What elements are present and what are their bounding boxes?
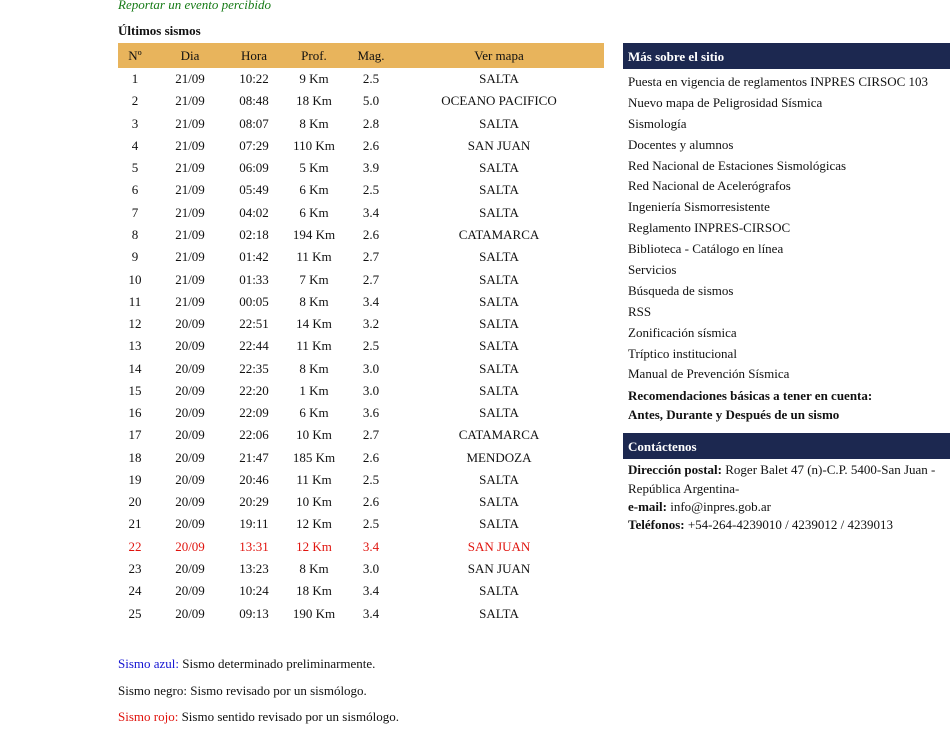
phone-line xyxy=(628,516,950,534)
table-body xyxy=(118,68,604,625)
table-row xyxy=(118,469,604,491)
legend-blue-text: Sismo determinado preliminarmente. xyxy=(182,656,376,671)
email-label: e-mail: xyxy=(628,498,667,514)
row-time: 13:23 xyxy=(239,560,269,576)
row-magnitude: 2.7 xyxy=(362,271,380,287)
row-time: 22:51 xyxy=(239,316,269,332)
row-map-link[interactable]: SALTA xyxy=(479,605,519,621)
row-magnitude: 2.6 xyxy=(362,494,380,510)
row-day: 21/09 xyxy=(175,71,205,87)
row-time: 08:07 xyxy=(239,115,269,131)
sidebar-link[interactable] xyxy=(623,93,950,114)
sidebar-link[interactable] xyxy=(623,364,950,385)
row-number: 4 xyxy=(131,137,139,153)
row-depth: 12 Km xyxy=(296,516,332,532)
sidebar-link-label[interactable]: Servicios xyxy=(628,262,677,278)
sidebar-link-label[interactable]: Búsqueda de sismos xyxy=(628,282,734,298)
sidebar-link-label[interactable]: Manual de Prevención Sísmica xyxy=(628,366,790,382)
row-number: 24 xyxy=(128,583,142,599)
row-map-link[interactable]: SALTA xyxy=(479,204,519,220)
row-number: 16 xyxy=(128,405,142,421)
row-day: 21/09 xyxy=(175,249,205,265)
row-time: 08:48 xyxy=(239,93,269,109)
row-magnitude: 2.6 xyxy=(362,226,380,242)
row-map-link[interactable]: SALTA xyxy=(479,316,519,332)
row-time: 22:20 xyxy=(239,382,269,398)
row-magnitude: 2.5 xyxy=(362,71,380,87)
sidebar-link[interactable] xyxy=(623,260,950,281)
postal-label: Dirección postal: xyxy=(628,462,722,478)
row-depth: 9 Km xyxy=(299,71,329,87)
row-number: 12 xyxy=(128,316,142,332)
row-day: 20/09 xyxy=(175,494,205,510)
row-magnitude: 5.0 xyxy=(362,93,380,109)
row-depth: 5 Km xyxy=(299,160,329,176)
row-number: 1 xyxy=(131,71,139,87)
row-magnitude: 3.4 xyxy=(362,605,380,621)
row-depth: 190 Km xyxy=(292,605,336,621)
header-day: Dia xyxy=(152,43,228,68)
email-value[interactable]: info@inpres.gob.ar xyxy=(670,498,772,514)
row-time: 22:06 xyxy=(239,427,269,443)
sidebar xyxy=(623,43,950,535)
table-row xyxy=(118,380,604,402)
header-time: Hora xyxy=(228,43,280,68)
sidebar-link-label[interactable]: Red Nacional de Acelerógrafos xyxy=(628,178,791,194)
row-magnitude: 3.2 xyxy=(362,316,380,332)
table-row xyxy=(118,580,604,602)
row-number: 18 xyxy=(128,449,142,465)
row-day: 20/09 xyxy=(175,560,205,576)
row-day: 21/09 xyxy=(175,226,205,242)
row-number: 8 xyxy=(131,226,139,242)
row-number: 23 xyxy=(128,560,142,576)
row-number: 7 xyxy=(131,204,139,220)
row-day: 20/09 xyxy=(175,316,205,332)
row-number: 17 xyxy=(128,427,142,443)
row-number: 21 xyxy=(128,516,142,532)
row-time: 22:09 xyxy=(239,405,269,421)
row-map-link[interactable]: SALTA xyxy=(479,182,519,198)
table-row xyxy=(118,113,604,135)
row-depth: 8 Km xyxy=(299,560,329,576)
table-row xyxy=(118,90,604,112)
table-row xyxy=(118,268,604,290)
row-day: 21/09 xyxy=(175,160,205,176)
sidebar-title: Más sobre el sitio xyxy=(623,43,950,69)
table-row xyxy=(118,68,604,90)
table-row xyxy=(118,157,604,179)
row-map-link[interactable]: SALTA xyxy=(479,338,519,354)
row-time: 06:09 xyxy=(239,160,269,176)
row-map-link[interactable]: OCEANO PACIFICO xyxy=(441,93,557,109)
row-depth: 6 Km xyxy=(299,204,329,220)
sidebar-links xyxy=(623,72,950,385)
row-time: 10:24 xyxy=(239,583,269,599)
row-time: 20:29 xyxy=(239,494,269,510)
table-row xyxy=(118,424,604,446)
row-magnitude: 3.4 xyxy=(362,538,380,554)
row-magnitude: 3.0 xyxy=(362,360,380,376)
row-number: 22 xyxy=(128,538,142,554)
table-row xyxy=(118,513,604,535)
row-magnitude: 3.4 xyxy=(362,583,380,599)
table-row xyxy=(118,335,604,357)
row-number: 5 xyxy=(131,160,139,176)
sidebar-link[interactable] xyxy=(623,114,950,135)
row-day: 21/09 xyxy=(175,93,205,109)
legend-red-text: Sismo sentido revisado por un sismólogo. xyxy=(181,709,399,724)
row-day: 20/09 xyxy=(175,471,205,487)
contact-title: Contáctenos xyxy=(623,433,950,459)
row-time: 22:35 xyxy=(239,360,269,376)
row-number: 20 xyxy=(128,494,142,510)
header-view-map: Ver mapa xyxy=(394,43,604,68)
table-header-row xyxy=(118,43,604,68)
sidebar-link[interactable] xyxy=(623,281,950,302)
row-map-link[interactable]: SALTA xyxy=(479,160,519,176)
row-time: 05:49 xyxy=(239,182,269,198)
row-map-link[interactable]: SALTA xyxy=(479,494,519,510)
row-time: 02:18 xyxy=(239,226,269,242)
row-map-link[interactable]: SALTA xyxy=(479,583,519,599)
legend-black: Sismo negro: Sismo revisado por un sismólogo. xyxy=(118,683,367,698)
sidebar-link[interactable] xyxy=(623,239,950,260)
row-magnitude: 2.6 xyxy=(362,137,380,153)
row-day: 20/09 xyxy=(175,405,205,421)
sidebar-link-label[interactable]: Red Nacional de Estaciones Sismológicas xyxy=(628,157,847,173)
row-depth: 14 Km xyxy=(296,316,332,332)
row-day: 21/09 xyxy=(175,271,205,287)
row-time: 20:46 xyxy=(239,471,269,487)
row-depth: 18 Km xyxy=(296,583,332,599)
row-number: 15 xyxy=(128,382,142,398)
row-number: 11 xyxy=(128,293,142,309)
row-time: 04:02 xyxy=(239,204,269,220)
row-number: 19 xyxy=(128,471,142,487)
row-magnitude: 2.8 xyxy=(362,115,380,131)
row-depth: 11 Km xyxy=(296,338,332,354)
sidebar-link[interactable] xyxy=(623,197,950,218)
table-row xyxy=(118,491,604,513)
row-day: 20/09 xyxy=(175,449,205,465)
row-depth: 11 Km xyxy=(296,471,332,487)
section-title: Últimos sismos xyxy=(118,23,201,38)
row-number: 25 xyxy=(128,605,142,621)
row-time: 10:22 xyxy=(239,71,269,87)
row-magnitude: 3.0 xyxy=(362,560,380,576)
recommendations-line2: Antes, Durante y Después de un sismo xyxy=(628,407,840,423)
phone-value: +54-264-4239010 / 4239012 / 4239013 xyxy=(687,517,894,533)
row-day: 21/09 xyxy=(175,115,205,131)
row-time: 13:31 xyxy=(239,538,269,554)
recommendations-line1: Recomendaciones básicas a tener en cuenta: xyxy=(628,388,873,404)
row-map-link[interactable]: SALTA xyxy=(479,405,519,421)
row-depth: 8 Km xyxy=(299,115,329,131)
legend-red-label: Sismo rojo: xyxy=(118,709,179,724)
table-row xyxy=(118,602,604,624)
row-map-link[interactable]: SAN JUAN xyxy=(467,538,531,554)
sidebar-link-label[interactable]: Sismología xyxy=(628,115,687,131)
table-row xyxy=(118,558,604,580)
row-magnitude: 2.5 xyxy=(362,338,380,354)
row-time: 01:42 xyxy=(239,249,269,265)
row-map-link[interactable]: CATAMARCA xyxy=(458,427,540,443)
row-number: 10 xyxy=(128,271,142,287)
row-number: 3 xyxy=(131,115,139,131)
postal-value: Roger Balet 47 (n)-C.P. 5400-San Juan -República Argentina- xyxy=(628,462,936,496)
row-depth: 1 Km xyxy=(299,382,329,398)
row-magnitude: 3.6 xyxy=(362,405,380,421)
report-event-link[interactable]: Reportar un evento percibido xyxy=(118,0,271,12)
phone-label: Teléfonos: xyxy=(628,517,685,533)
sidebar-link-label[interactable]: Tríptico institucional xyxy=(628,345,737,361)
row-number: 6 xyxy=(131,182,139,198)
postal-address xyxy=(628,461,950,498)
sidebar-link[interactable] xyxy=(623,218,950,239)
row-map-link[interactable]: SALTA xyxy=(479,360,519,376)
sidebar-link[interactable] xyxy=(623,135,950,156)
row-day: 20/09 xyxy=(175,538,205,554)
row-day: 21/09 xyxy=(175,182,205,198)
row-day: 20/09 xyxy=(175,382,205,398)
header-magnitude: Mag. xyxy=(348,43,394,68)
sidebar-link[interactable] xyxy=(623,156,950,177)
sidebar-link-label[interactable]: Nuevo mapa de Peligrosidad Sísmica xyxy=(628,94,823,110)
row-time: 19:11 xyxy=(239,516,269,532)
row-map-link[interactable]: SALTA xyxy=(479,471,519,487)
sidebar-link[interactable] xyxy=(623,302,950,323)
row-depth: 110 Km xyxy=(293,137,335,153)
legend-red xyxy=(118,709,399,725)
row-time: 00:05 xyxy=(239,293,269,309)
sidebar-link[interactable] xyxy=(623,176,950,197)
row-depth: 8 Km xyxy=(299,293,329,309)
row-day: 20/09 xyxy=(175,583,205,599)
legend-blue-label: Sismo azul: xyxy=(118,656,180,671)
row-day: 20/09 xyxy=(175,360,205,376)
row-depth: 6 Km xyxy=(299,182,329,198)
row-map-link[interactable]: SALTA xyxy=(479,71,519,87)
row-depth: 12 Km xyxy=(296,538,332,554)
sidebar-link-label[interactable]: Ingeniería Sismorresistente xyxy=(628,199,770,215)
contact-info xyxy=(623,461,950,534)
table-row xyxy=(118,224,604,246)
row-magnitude: 3.0 xyxy=(362,382,380,398)
row-number: 2 xyxy=(131,93,139,109)
row-number: 14 xyxy=(128,360,142,376)
sidebar-link[interactable] xyxy=(623,344,950,365)
sidebar-link-label[interactable]: Zonificación sísmica xyxy=(628,324,737,340)
sidebar-link-label[interactable]: Reglamento INPRES-CIRSOC xyxy=(628,220,791,236)
row-time: 21:47 xyxy=(239,449,269,465)
header-number: Nº xyxy=(118,43,152,68)
row-magnitude: 2.6 xyxy=(362,449,380,465)
row-map-link[interactable]: MENDOZA xyxy=(466,449,532,465)
row-day: 21/09 xyxy=(175,293,205,309)
row-depth: 194 Km xyxy=(292,226,336,242)
row-map-link[interactable]: SAN JUAN xyxy=(467,137,531,153)
row-time: 09:13 xyxy=(239,605,269,621)
row-depth: 18 Km xyxy=(296,93,332,109)
row-map-link[interactable]: SAN JUAN xyxy=(467,560,531,576)
row-magnitude: 2.7 xyxy=(362,249,380,265)
row-depth: 8 Km xyxy=(299,360,329,376)
row-magnitude: 2.5 xyxy=(362,182,380,198)
row-day: 20/09 xyxy=(175,338,205,354)
row-map-link[interactable]: SALTA xyxy=(479,115,519,131)
row-time: 01:33 xyxy=(239,271,269,287)
recommendations-link[interactable] xyxy=(623,386,950,424)
table-row xyxy=(118,536,604,558)
row-map-link[interactable]: SALTA xyxy=(479,249,519,265)
sidebar-link-label[interactable]: Puesta en vigencia de reglamentos INPRES CIRSOC 103 xyxy=(628,74,929,89)
row-day: 20/09 xyxy=(175,605,205,621)
sidebar-link-label[interactable]: Biblioteca - Catálogo en línea xyxy=(628,241,784,257)
row-depth: 10 Km xyxy=(296,494,332,510)
row-magnitude: 3.9 xyxy=(362,160,380,176)
table-row xyxy=(118,246,604,268)
row-magnitude: 3.4 xyxy=(362,293,380,309)
row-time: 07:29 xyxy=(239,137,269,153)
table-row xyxy=(118,179,604,201)
row-number: 13 xyxy=(128,338,142,354)
legend-blue xyxy=(118,656,375,672)
row-day: 20/09 xyxy=(175,516,205,532)
sidebar-link[interactable] xyxy=(623,72,950,93)
row-depth: 11 Km xyxy=(296,249,332,265)
table-row xyxy=(118,313,604,335)
earthquake-table xyxy=(118,43,604,625)
row-number: 9 xyxy=(131,249,139,265)
row-depth: 7 Km xyxy=(299,271,329,287)
row-magnitude: 2.5 xyxy=(362,471,380,487)
table-row xyxy=(118,357,604,379)
table-row xyxy=(118,202,604,224)
sidebar-link-label[interactable]: RSS xyxy=(628,303,652,319)
row-day: 21/09 xyxy=(175,204,205,220)
header-depth: Prof. xyxy=(280,43,348,68)
row-magnitude: 3.4 xyxy=(362,204,380,220)
table-row xyxy=(118,402,604,424)
row-map-link[interactable]: SALTA xyxy=(479,382,519,398)
sidebar-link-label[interactable]: Docentes y alumnos xyxy=(628,136,734,152)
table-row xyxy=(118,447,604,469)
table-row xyxy=(118,135,604,157)
row-time: 22:44 xyxy=(239,338,269,354)
row-day: 20/09 xyxy=(175,427,205,443)
table-row xyxy=(118,291,604,313)
row-depth: 10 Km xyxy=(296,427,332,443)
row-map-link[interactable]: SALTA xyxy=(479,516,519,532)
row-day: 21/09 xyxy=(175,137,205,153)
row-map-link[interactable]: SALTA xyxy=(479,271,519,287)
row-map-link[interactable]: CATAMARCA xyxy=(458,226,540,242)
row-depth: 185 Km xyxy=(292,449,336,465)
sidebar-link[interactable] xyxy=(623,323,950,344)
row-depth: 6 Km xyxy=(299,405,329,421)
email-line xyxy=(628,498,950,516)
row-magnitude: 2.5 xyxy=(362,516,380,532)
row-magnitude: 2.7 xyxy=(362,427,380,443)
row-map-link[interactable]: SALTA xyxy=(479,293,519,309)
